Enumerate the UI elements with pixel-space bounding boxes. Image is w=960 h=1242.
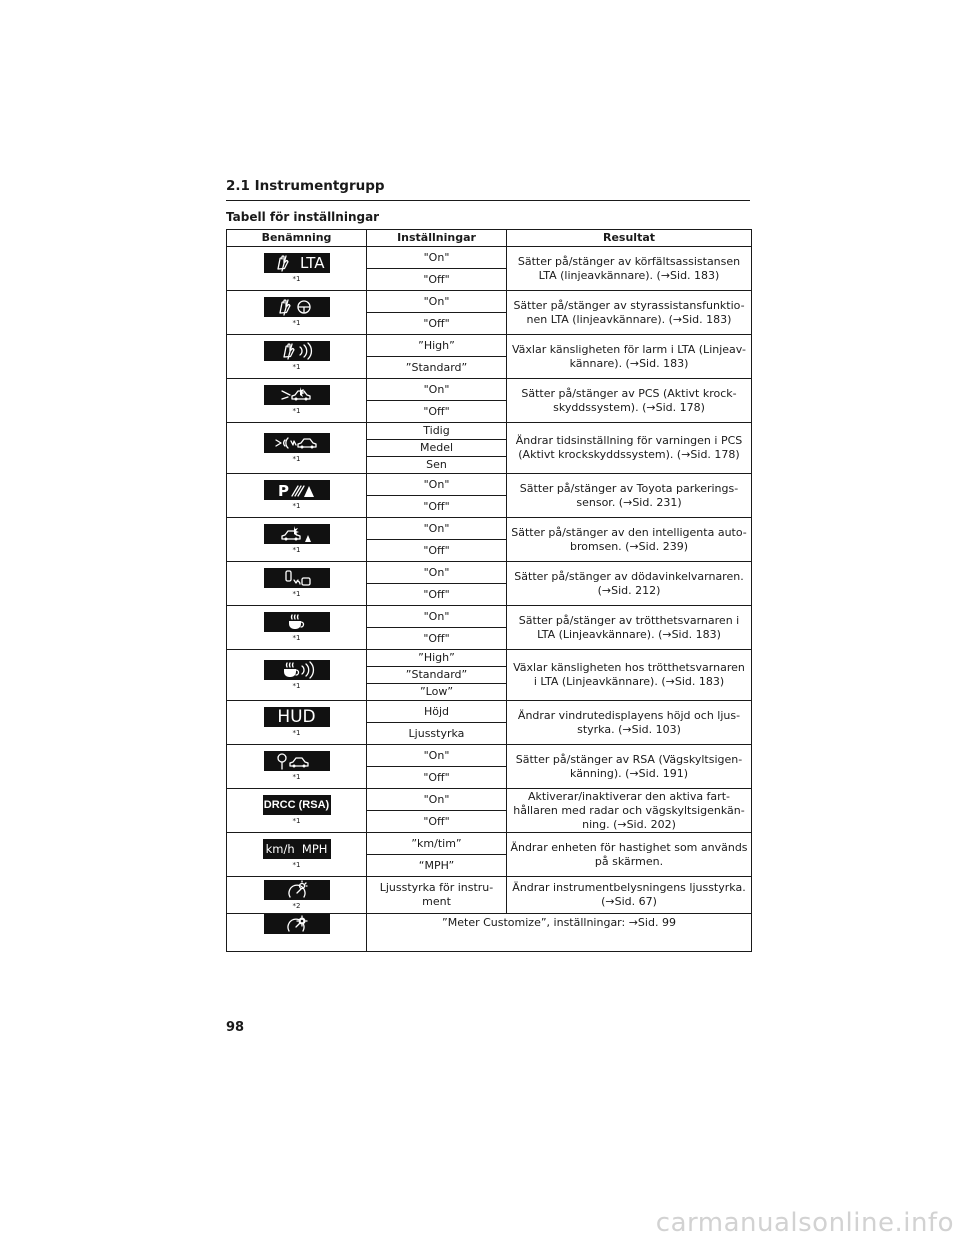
table-header-row [227, 230, 752, 247]
setting-cell: "On" [367, 379, 507, 401]
name-cell [227, 701, 367, 745]
setting-cell: "On" [367, 474, 507, 496]
lta-sensitivity-icon [264, 341, 330, 361]
result-cell: ”Meter Customize”, inställningar: →Sid. 99 [367, 914, 752, 952]
table-row [227, 877, 752, 914]
setting-cell: "On" [367, 291, 507, 313]
table-row [227, 335, 752, 357]
section-heading: 2.1 Instrumentgrupp [226, 178, 750, 201]
name-cell [227, 379, 367, 423]
setting-cell: Sen [367, 457, 507, 474]
table-body [227, 247, 752, 952]
footnote-marker: *1 [292, 502, 301, 510]
speed-unit-icon [263, 839, 331, 859]
icon-label: DRCC (RSA) [263, 799, 330, 811]
footnote-marker: *1 [292, 861, 301, 869]
result-cell: Aktiverar/inaktiverar den aktiva fart-hållaren med radar och vägskyltsigenkän-ning. (→Sid. 202) [507, 789, 752, 833]
footnote-marker: *1 [292, 363, 301, 371]
setting-cell: Höjd [367, 701, 507, 723]
drcc-rsa-icon [263, 795, 331, 815]
setting-cell: ”km/tim” [367, 833, 507, 855]
result-cell: Ändrar instrumentbelysningens ljusstyrka. (→Sid. 67) [507, 877, 752, 914]
footnote-marker: *1 [292, 773, 301, 781]
footnote-marker: *1 [292, 681, 301, 690]
result-cell: Växlar känsligheten för larm i LTA (Linjeav-kännare). (→Sid. 183) [507, 335, 752, 379]
table-row [227, 247, 752, 269]
name-cell [227, 518, 367, 562]
parking-sensor-icon [264, 480, 330, 500]
coffee-cup-icon [264, 612, 330, 632]
setting-cell: “MPH” [367, 855, 507, 877]
footnote-marker: *1 [292, 319, 301, 327]
pcs-icon [264, 385, 330, 405]
result-cell: Ändrar vindrutedisplayens höjd och ljus-styrka. (→Sid. 103) [507, 701, 752, 745]
setting-cell: "On" [367, 789, 507, 811]
name-cell [227, 335, 367, 379]
result-cell: Sätter på/stänger av RSA (Vägskyltsigen-känning). (→Sid. 191) [507, 745, 752, 789]
setting-cell: "Off" [367, 628, 507, 650]
setting-cell: "Off" [367, 313, 507, 335]
watermark: carmanualsonline.info [655, 1208, 954, 1238]
setting-cell: ”High” [367, 335, 507, 357]
result-cell: Sätter på/stänger av Toyota parkerings-sensor. (→Sid. 231) [507, 474, 752, 518]
table-row [227, 518, 752, 540]
setting-cell: Medel [367, 440, 507, 457]
setting-cell: "On" [367, 745, 507, 767]
footnote-marker: *1 [292, 454, 301, 463]
name-cell [227, 650, 367, 701]
setting-cell: "On" [367, 247, 507, 269]
meter-brightness-icon [264, 880, 330, 900]
table-row [227, 423, 752, 440]
footnote-marker: *1 [292, 407, 301, 415]
result-cell: Växlar känsligheten hos trötthetsvarnaren i LTA (Linjeavkännare). (→Sid. 183) [507, 650, 752, 701]
header-settings: Inställningar [367, 230, 507, 247]
footnote-marker: *1 [292, 546, 301, 554]
page-number: 98 [226, 1020, 245, 1035]
name-cell [227, 291, 367, 335]
result-cell: Ändrar enheten för hastighet som används på skärmen. [507, 833, 752, 877]
table-row [227, 914, 752, 952]
setting-cell: "On" [367, 606, 507, 628]
result-cell: Sätter på/stänger av den intelligenta auto-bromsen. (→Sid. 239) [507, 518, 752, 562]
result-cell: Sätter på/stänger av styrassistansfunktio-nen LTA (linjeavkännare). (→Sid. 183) [507, 291, 752, 335]
table-row [227, 745, 752, 767]
setting-cell: ”Standard” [367, 357, 507, 379]
setting-cell: "On" [367, 518, 507, 540]
setting-cell: ”Low” [367, 684, 507, 701]
table-row [227, 291, 752, 313]
name-cell [227, 474, 367, 518]
table-title: Tabell för inställningar [226, 210, 380, 224]
name-cell [227, 914, 367, 952]
header-name: Benämning [227, 230, 367, 247]
blind-spot-icon [264, 568, 330, 588]
setting-cell: ”High” [367, 650, 507, 667]
coffee-cup-sensitivity-icon [264, 660, 330, 680]
auto-brake-icon [264, 524, 330, 544]
footnote-marker: *1 [292, 729, 301, 737]
setting-cell: "Off" [367, 496, 507, 518]
pcs-timing-icon [264, 433, 330, 453]
setting-cell: "Off" [367, 269, 507, 291]
meter-customize-icon [264, 914, 330, 934]
setting-cell: "Off" [367, 540, 507, 562]
name-cell [227, 606, 367, 650]
footnote-marker: *1 [292, 590, 301, 598]
result-cell: Sätter på/stänger av trötthetsvarnaren i LTA (Linjeavkännare). (→Sid. 183) [507, 606, 752, 650]
setting-cell: "Off" [367, 811, 507, 833]
table-row [227, 833, 752, 855]
setting-cell: "Off" [367, 767, 507, 789]
rsa-icon [264, 751, 330, 771]
name-cell [227, 247, 367, 291]
name-cell [227, 562, 367, 606]
icon-label: HUD [277, 707, 316, 727]
name-cell [227, 877, 367, 914]
steering-assist-icon [264, 297, 330, 317]
settings-table [226, 229, 752, 952]
setting-cell: Ljusstyrka [367, 723, 507, 745]
table-row [227, 562, 752, 584]
result-cell: Sätter på/stänger av dödavinkelvarnaren. (→Sid. 212) [507, 562, 752, 606]
setting-cell: "On" [367, 562, 507, 584]
table-row [227, 701, 752, 723]
setting-cell: ”Standard” [367, 667, 507, 684]
setting-cell: Ljusstyrka för instru-ment [367, 877, 507, 914]
table-row [227, 650, 752, 667]
svg-text:P: P [277, 482, 289, 500]
hud-icon [264, 707, 330, 727]
footnote-marker: *1 [292, 817, 301, 825]
table-row [227, 789, 752, 811]
name-cell [227, 745, 367, 789]
name-cell [227, 789, 367, 833]
lta-icon [264, 253, 330, 273]
setting-cell: "Off" [367, 401, 507, 423]
footnote-marker: *1 [292, 634, 301, 642]
icon-label: LTA [299, 254, 325, 272]
name-cell [227, 423, 367, 474]
name-cell [227, 833, 367, 877]
result-cell: Sätter på/stänger av körfältsassistansen LTA (linjeavkännare). (→Sid. 183) [507, 247, 752, 291]
table-row [227, 474, 752, 496]
table-row [227, 379, 752, 401]
icon-label: km/h MPH [265, 842, 328, 856]
footnote-marker: *2 [292, 901, 301, 910]
setting-cell: Tidig [367, 423, 507, 440]
table-row [227, 606, 752, 628]
footnote-marker: *1 [292, 275, 301, 283]
result-cell: Ändrar tidsinställning för varningen i PCS (Aktivt krockskyddssystem). (→Sid. 178) [507, 423, 752, 474]
result-cell: Sätter på/stänger av PCS (Aktivt krock-skyddssystem). (→Sid. 178) [507, 379, 752, 423]
setting-cell: "Off" [367, 584, 507, 606]
header-result: Resultat [507, 230, 752, 247]
